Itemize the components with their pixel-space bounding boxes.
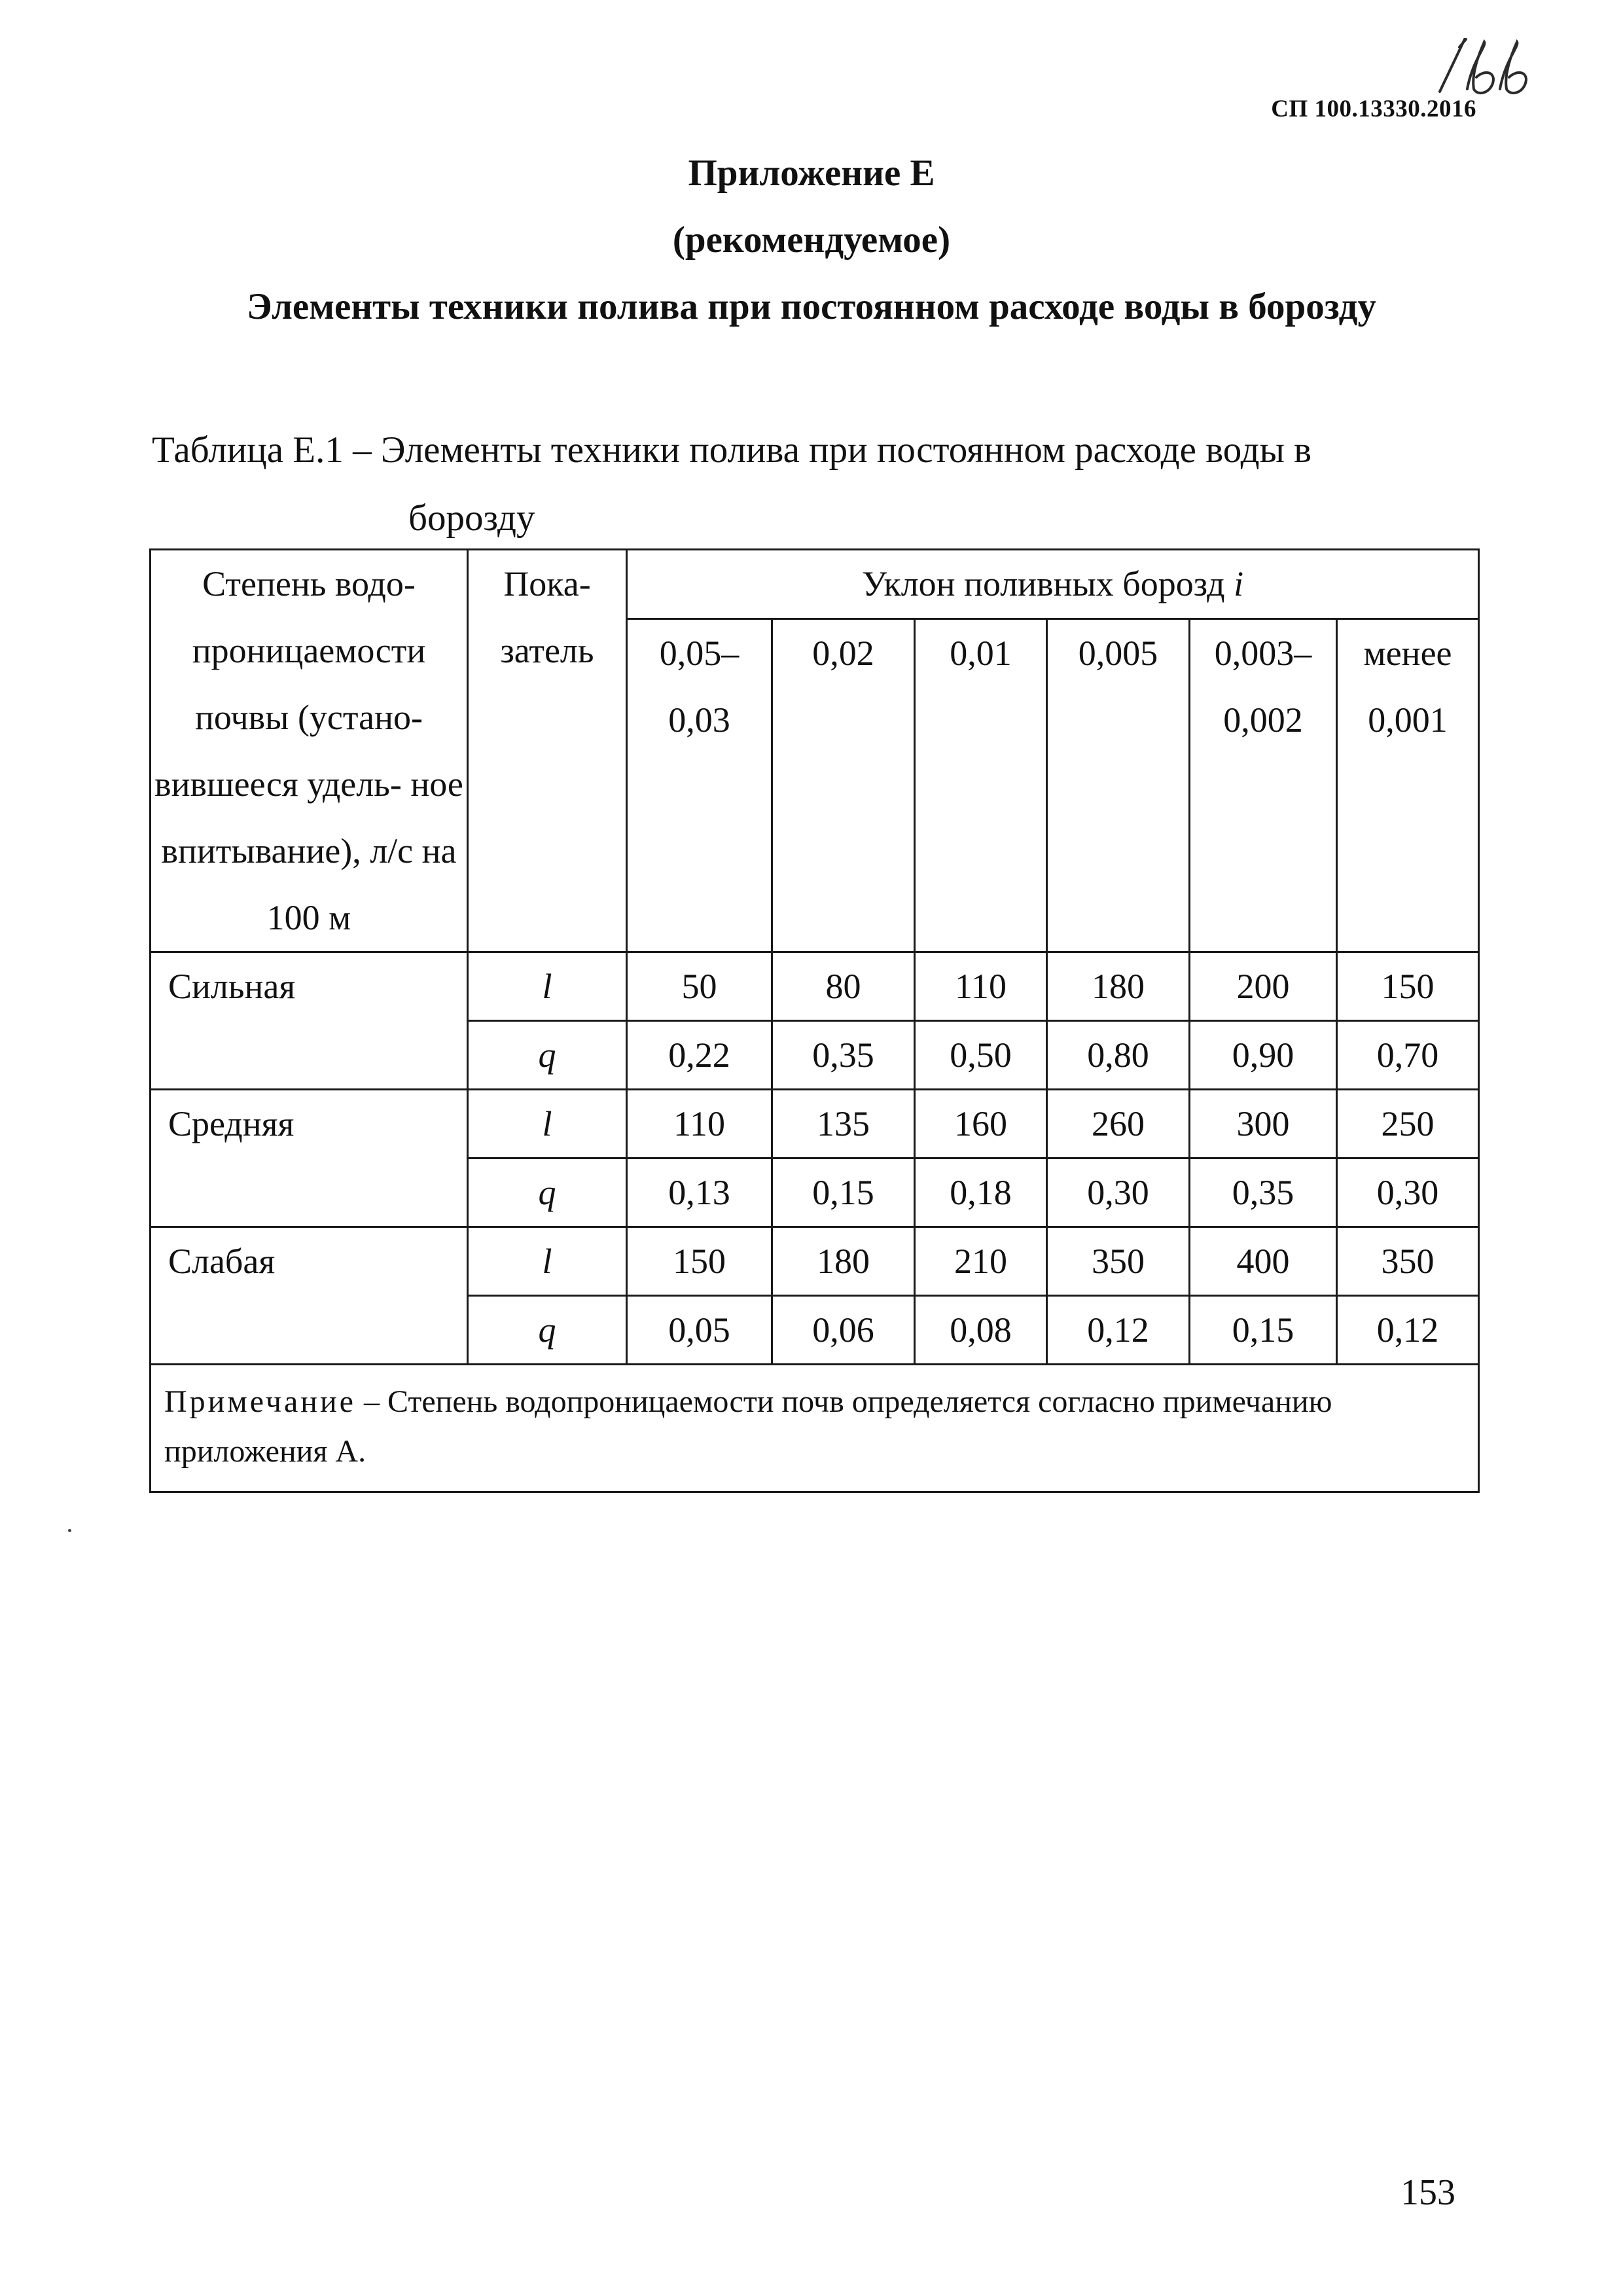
soil-permeability-label: Слабая [151, 1227, 468, 1365]
table-row [151, 1227, 1479, 1296]
header-slope-value: менее 0,001 [1337, 619, 1479, 952]
table-caption-line-1: Таблица Е.1 – Элементы техники полива при постоянном расходе воды в [152, 429, 1312, 471]
table-row [151, 952, 1479, 1021]
header-slope-value: 0,005 [1047, 619, 1190, 952]
table-cell: 0,15 [1190, 1296, 1337, 1365]
table-cell: 0,18 [915, 1158, 1047, 1227]
table-cell: 150 [1337, 952, 1479, 1021]
irrigation-elements-table [149, 548, 1480, 1493]
table-cell: 0,50 [915, 1021, 1047, 1090]
table-cell: 210 [915, 1227, 1047, 1296]
table-cell: 260 [1047, 1090, 1190, 1158]
table-note [151, 1365, 1479, 1492]
table-cell: 0,30 [1047, 1158, 1190, 1227]
table-note-prefix: Примечание [164, 1384, 356, 1419]
table-cell: 150 [627, 1227, 772, 1296]
header-furrow-slope [627, 550, 1479, 619]
parameter-symbol: l [468, 1227, 627, 1296]
parameter-symbol: q [468, 1021, 627, 1090]
scan-dot [68, 1529, 71, 1532]
table-cell: 350 [1047, 1227, 1190, 1296]
header-parameter: Пока- затель [468, 550, 627, 952]
standard-code: СП 100.13330.2016 [1271, 96, 1476, 122]
table-cell: 200 [1190, 952, 1337, 1021]
table-cell: 50 [627, 952, 772, 1021]
table-cell: 110 [627, 1090, 772, 1158]
table-cell: 135 [772, 1090, 915, 1158]
table-cell: 400 [1190, 1227, 1337, 1296]
page-number: 153 [1400, 2172, 1455, 2213]
table-cell: 0,13 [627, 1158, 772, 1227]
header-soil-permeability: Степень водо- проницаемости почвы (устано- вившееся удель- ное впитывание), л/с на 100 м [151, 550, 468, 952]
table-cell: 80 [772, 952, 915, 1021]
appendix-subject: Элементы техники полива при постоянном расходе воды в борозду [247, 286, 1376, 327]
table-cell: 0,80 [1047, 1021, 1190, 1090]
parameter-symbol: l [468, 952, 627, 1021]
table-caption [152, 416, 1395, 552]
table-note-row [151, 1365, 1479, 1492]
table-cell: 300 [1190, 1090, 1337, 1158]
table-caption-line-2: борозду [408, 497, 535, 539]
header-furrow-slope-symbol: i [1234, 564, 1244, 603]
table-header-row-1 [151, 550, 1479, 619]
table-cell: 0,30 [1337, 1158, 1479, 1227]
header-slope-value: 0,01 [915, 619, 1047, 952]
table-cell: 0,15 [772, 1158, 915, 1227]
appendix-status: (рекомендуемое) [672, 219, 951, 260]
table-cell: 0,35 [1190, 1158, 1337, 1227]
table-cell: 250 [1337, 1090, 1479, 1158]
header-furrow-slope-label: Уклон поливных борозд [861, 564, 1225, 603]
soil-permeability-label: Средняя [151, 1090, 468, 1227]
table-cell: 0,12 [1047, 1296, 1190, 1365]
header-slope-value: 0,05– 0,03 [627, 619, 772, 952]
table-cell: 0,90 [1190, 1021, 1337, 1090]
table-cell: 110 [915, 952, 1047, 1021]
parameter-symbol: q [468, 1158, 627, 1227]
appendix-title: Приложение Е [688, 152, 935, 194]
parameter-symbol: l [468, 1090, 627, 1158]
soil-permeability-label: Сильная [151, 952, 468, 1090]
table-cell: 350 [1337, 1227, 1479, 1296]
table-note-text: – Степень водопроницаемости почв определяется согласно примечанию приложения А. [164, 1384, 1332, 1469]
parameter-symbol: q [468, 1296, 627, 1365]
table-cell: 0,05 [627, 1296, 772, 1365]
header-slope-value: 0,003– 0,002 [1190, 619, 1337, 952]
table-cell: 0,12 [1337, 1296, 1479, 1365]
table-cell: 0,70 [1337, 1021, 1479, 1090]
table-cell: 160 [915, 1090, 1047, 1158]
header-slope-value: 0,02 [772, 619, 915, 952]
table-row [151, 1090, 1479, 1158]
table-cell: 0,06 [772, 1296, 915, 1365]
table-cell: 180 [772, 1227, 915, 1296]
table-cell: 0,08 [915, 1296, 1047, 1365]
table-cell: 0,35 [772, 1021, 915, 1090]
table-cell: 180 [1047, 952, 1190, 1021]
table-cell: 0,22 [627, 1021, 772, 1090]
